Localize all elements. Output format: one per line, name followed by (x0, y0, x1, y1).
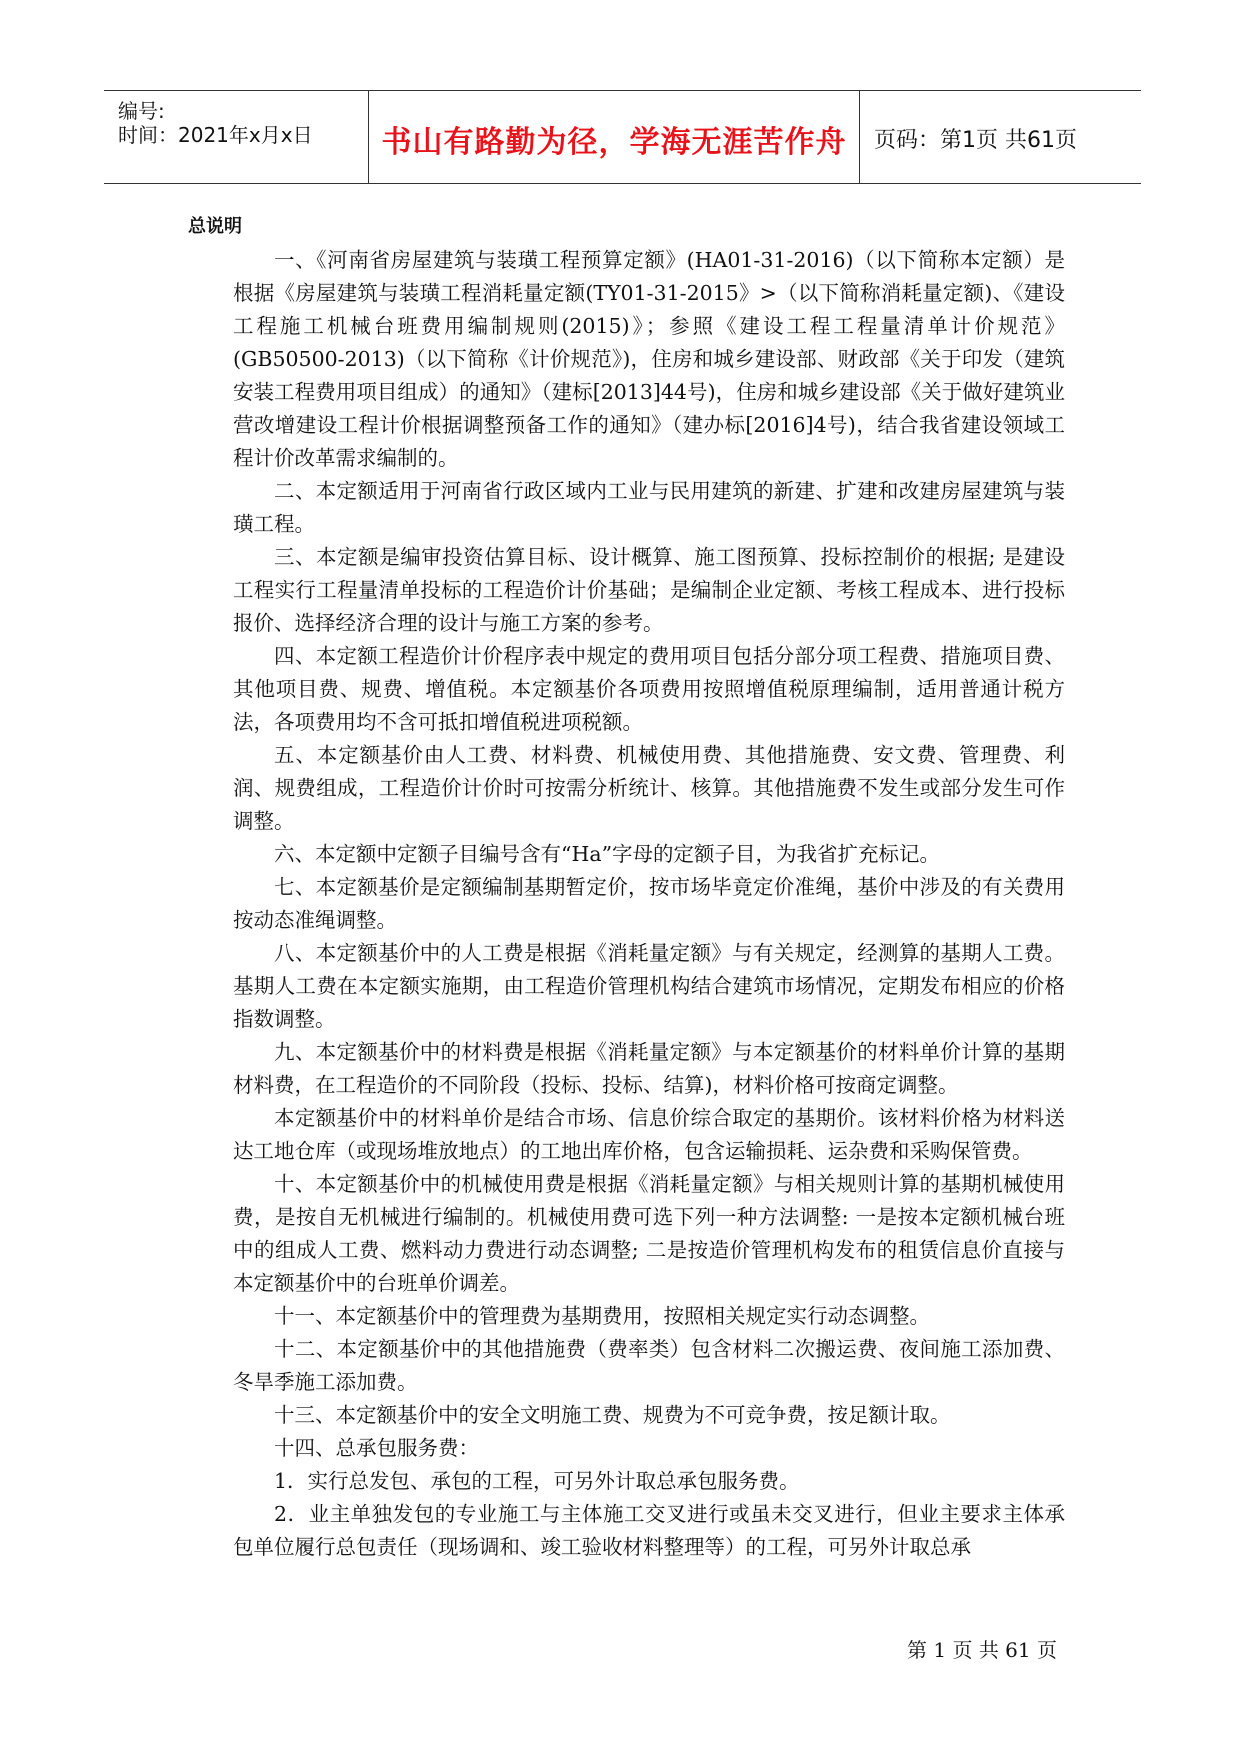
section-title: 总说明 (188, 216, 242, 237)
paragraph: 一、《河南省房屋建筑与装璜工程预算定额》(HA01-31-2016)（以下简称本定额）是根据《房屋建筑与装璜工程消耗量定额(TY01-31-2015》>（以下简称消耗量定额)、《建设工程施工机械台班费用编制规则(2015)》；参照《建设工程工程量清单计价规范》(GB50500-2013)（以下简称《计价规范》)，住房和城乡建设部、财政部《关于印发（建筑安装工程费用项目组成）的通知》（建标[2013]44号)，住房和城乡建设部《关于做好建筑业营改增建设工程计价根据调整预备工作的通知》（建办标[2016]4号)，结合我省建设领域工程计价改革需求编制的。 (233, 248, 1065, 470)
header-right-cell (860, 91, 1141, 183)
paragraph: 十四、总承包服务费： (274, 1436, 479, 1460)
paragraph: 2．业主单独发包的专业施工与主体施工交叉进行或虽未交叉进行，但业主要求主体承包单位履行总包责任（现场调和、竣工验收材料整理等）的工程，可另外计取总承 (233, 1502, 1065, 1559)
paragraph: 八、本定额基价中的人工费是根据《消耗量定额》与有关规定，经测算的基期人工费。基期人工费在本定额实施期，由工程造价管理机构结合建筑市场情况，定期发布相应的价格指数调整。 (233, 941, 1065, 1031)
paragraph: 五、本定额基价由人工费、材料费、机械使用费、其他措施费、安文费、管理费、利润、规费组成，工程造价计价时可按需分析统计、核算。其他措施费不发生或部分发生可作调整。 (233, 743, 1065, 833)
paragraph: 六、本定额中定额子目编号含有“Ha”字母的定额子目，为我省扩充标记。 (274, 842, 941, 866)
paragraph: 九、本定额基价中的材料费是根据《消耗量定额》与本定额基价的材料单价计算的基期材料费，在工程造价的不同阶段（投标、投标、结算)，材料价格可按商定调整。 (233, 1040, 1065, 1097)
page-header (104, 90, 1141, 184)
paragraph: 三、本定额是编审投资估算目标、设计概算、施工图预算、投标控制价的根据; 是建设工程实行工程量清单投标的工程造价计价基础；是编制企业定额、考核工程成本、进行投标报价、选择经济合理的设计与施工方案的参考。 (233, 545, 1065, 635)
paragraph: 十二、本定额基价中的其他措施费（费率类）包含材料二次搬运费、夜间施工添加费、冬旱季施工添加费。 (233, 1337, 1065, 1394)
paragraph: 本定额基价中的材料单价是结合市场、信息价综合取定的基期价。该材料价格为材料送达工地仓库（或现场堆放地点）的工地出库价格，包含运输损耗、运杂费和采购保管费。 (233, 1106, 1065, 1163)
header-page-info: 页码：第1页 共61页 (874, 128, 1077, 153)
paragraph: 七、本定额基价是定额编制基期暂定价，按市场毕竟定价准绳，基价中涉及的有关费用按动态准绳调整。 (233, 875, 1065, 932)
header-left-cell (104, 91, 368, 183)
page-footer-number: 第 1 页 共 61 页 (907, 1638, 1057, 1662)
paragraph: 1．实行总发包、承包的工程，可另外计取总承包服务费。 (274, 1469, 800, 1493)
header-middle-cell (368, 91, 860, 183)
paragraph: 二、本定额适用于河南省行政区域内工业与民用建筑的新建、扩建和改建房屋建筑与装璜工程。 (233, 479, 1065, 536)
paragraph: 十三、本定额基价中的安全文明施工费、规费为不可竞争费，按足额计取。 (274, 1403, 951, 1427)
document-body (233, 244, 1065, 1564)
header-motto: 书山有路勤为径，学海无涯苦作舟 (381, 125, 847, 160)
document-time-label: 时间：2021年x月x日 (118, 123, 313, 147)
document-code-label: 编号: (118, 99, 165, 123)
paragraph: 十、本定额基价中的机械使用费是根据《消耗量定额》与相关规则计算的基期机械使用费，是按自无机械进行编制的。机械使用费可选下列一种方法调整: 一是按本定额机械台班中的组成人工费、燃料动力费进行动态调整; 二是按造价管理机构发布的租赁信息价直接与本定额基价中的台班单价调差。 (233, 1172, 1065, 1295)
paragraph: 十一、本定额基价中的管理费为基期费用，按照相关规定实行动态调整。 (274, 1304, 930, 1328)
paragraph: 四、本定额工程造价计价程序表中规定的费用项目包括分部分项工程费、措施项目费、其他项目费、规费、增值税。本定额基价各项费用按照增值税原理编制，适用普通计税方法，各项费用均不含可抵扣增值税进项税额。 (233, 644, 1065, 734)
